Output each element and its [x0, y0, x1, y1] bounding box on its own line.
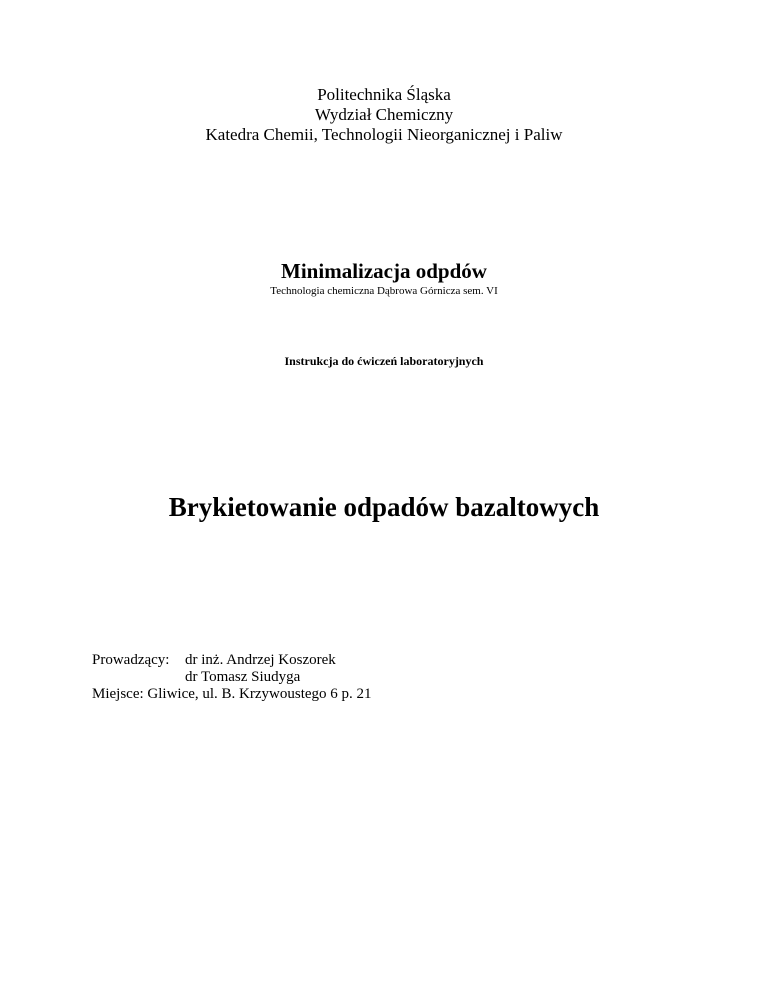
instructor-row-1	[92, 652, 372, 669]
document-title: Brykietowanie odpadów bazaltowych	[168, 492, 600, 522]
faculty-name: Wydział Chemiczny	[314, 105, 454, 124]
instructor-name: dr Tomasz Siudyga	[185, 669, 301, 685]
location-value: Gliwice, ul. B. Krzywoustego 6 p. 21	[147, 686, 372, 702]
location-label: Miejsce:	[92, 686, 144, 702]
location-row	[92, 686, 372, 703]
university-name: Politechnika Śląska	[317, 85, 451, 104]
instructor-name: dr inż. Andrzej Koszorek	[185, 652, 336, 668]
instructors-label: Prowadzący:	[92, 652, 170, 668]
department-name: Katedra Chemii, Technologii Nieorganicznej i Paliw	[205, 125, 563, 144]
instruction-heading: Instrukcja do ćwiczeń laboratoryjnych	[284, 354, 484, 368]
info-block	[92, 652, 372, 703]
institution-header	[0, 85, 768, 145]
course-title: Minimalizacja odpdów	[281, 259, 487, 283]
course-subtitle: Technologia chemiczna Dąbrowa Górnicza sem. VI	[270, 285, 498, 297]
instructor-row-2	[92, 669, 372, 686]
